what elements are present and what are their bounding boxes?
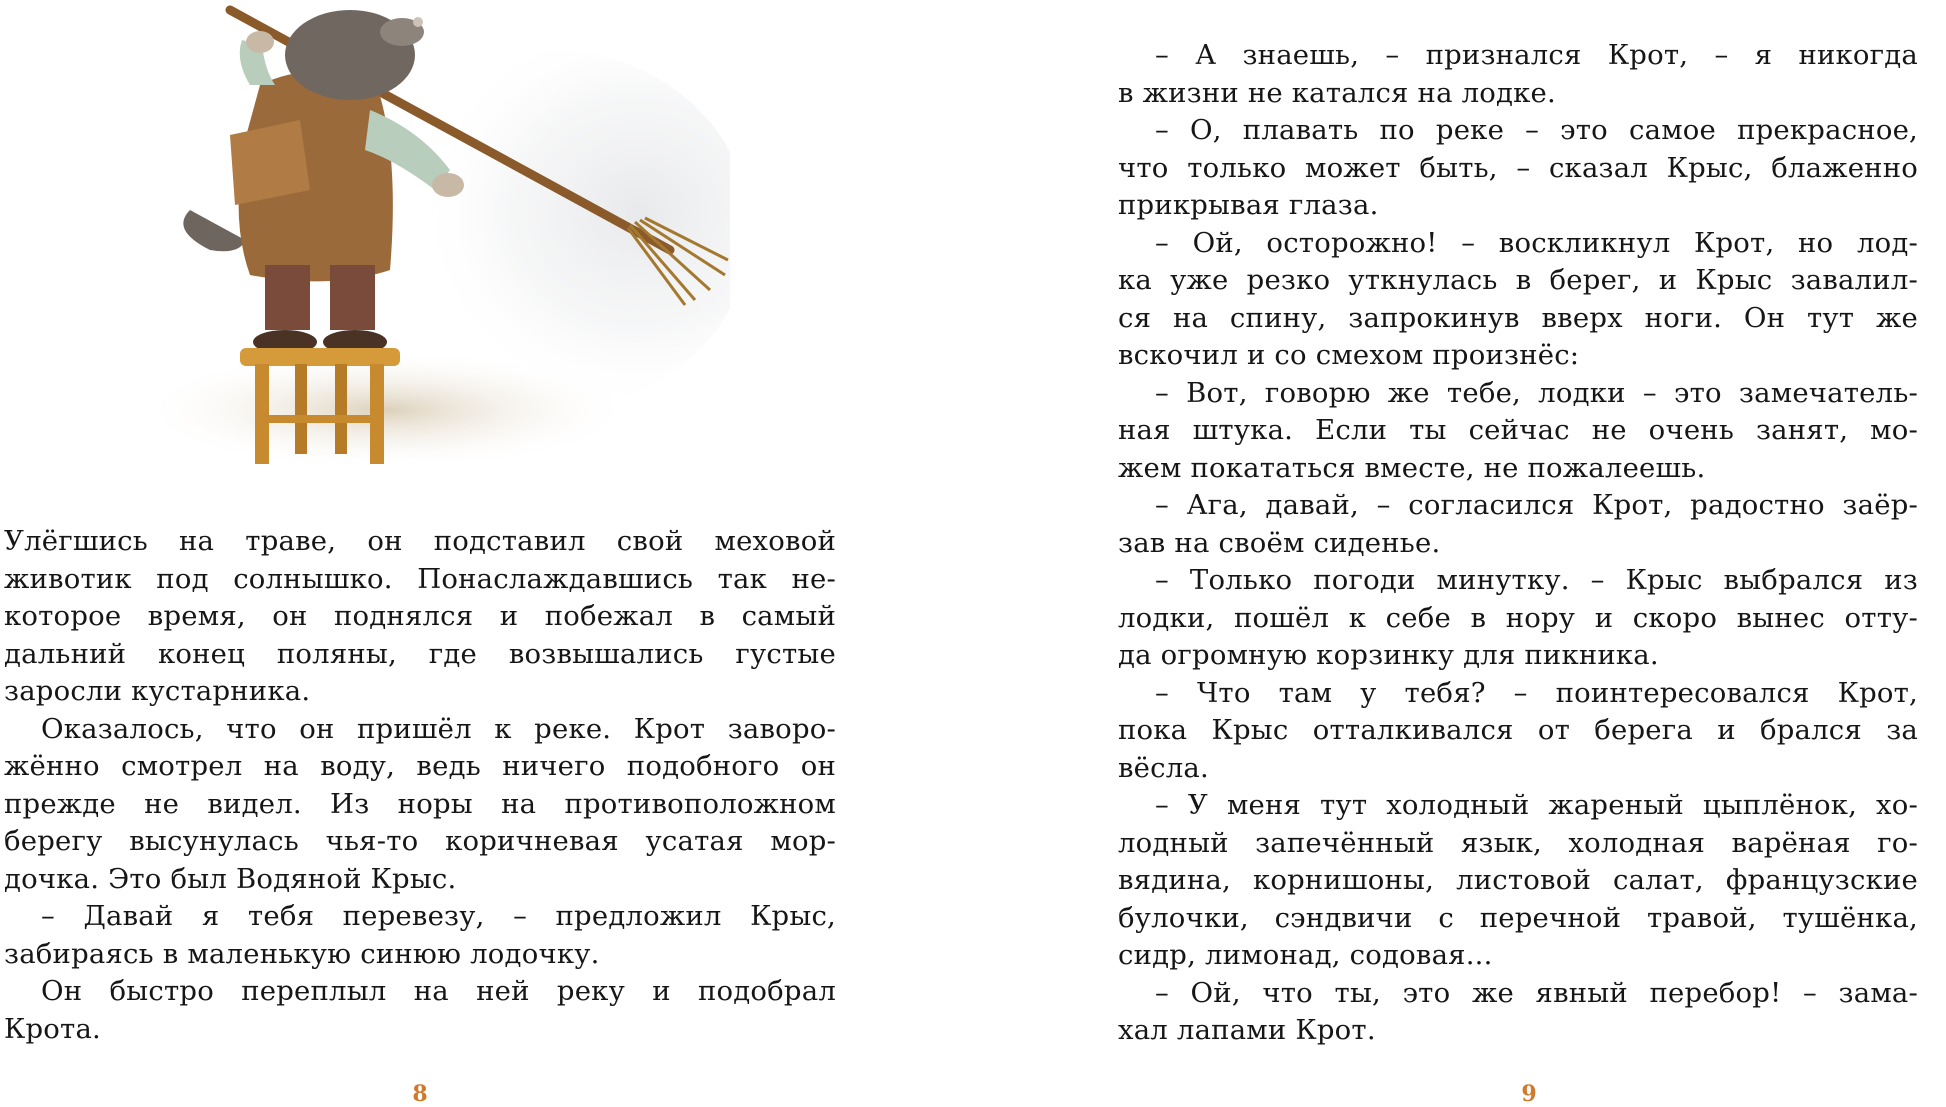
- text-line: зав на своём сиденье.: [1118, 526, 1441, 559]
- text-line: сидр, лимонад, содовая...: [1118, 939, 1493, 971]
- page-number: 9: [1521, 1081, 1537, 1107]
- text-line: – Ага, давай, – согласился Крот, радостно заёр-: [1155, 489, 1918, 521]
- text-line: вёсла.: [1118, 751, 1209, 784]
- text-line: – О, плавать по реке – это самое прекрасное,: [1155, 114, 1918, 146]
- left-page-text: [4, 523, 836, 1048]
- page-number: 8: [412, 1081, 428, 1107]
- text-line: лодки, пошёл к себе в нору и скоро вынес отту-: [1118, 601, 1918, 634]
- text-line: дочка. Это был Водяной Крыс.: [4, 862, 457, 895]
- text-line: – Что там у тебя? – поинтересовался Крот,: [1155, 676, 1918, 709]
- text-line: – Давай я тебя перевезу, – предложил Крыс,: [41, 900, 836, 932]
- text-line: пока Крыс отталкивался от берега и брался за: [1118, 714, 1918, 746]
- text-line: ка уже резко уткнулась в берег, и Крыс завалил-: [1118, 264, 1918, 296]
- text-line: Крота.: [4, 1012, 101, 1045]
- text-line: берегу высунулась чья-то коричневая усатая мор-: [4, 825, 836, 857]
- text-line: жем покататься вместе, не пожалеешь.: [1118, 451, 1706, 484]
- text-line: хал лапами Крот.: [1118, 1014, 1376, 1046]
- text-line: прежде не видел. Из норы на противоположном: [4, 787, 836, 820]
- text-line: прикрывая глаза.: [1118, 189, 1379, 221]
- text-line: вядина, корнишоны, листовой салат, французские: [1118, 864, 1918, 896]
- mole-sweeping-illustration: [150, 0, 730, 470]
- text-line: – Вот, говорю же тебе, лодки – это замечатель-: [1155, 376, 1918, 409]
- text-line: – Ой, что ты, это же явный перебор! – зама-: [1155, 976, 1918, 1009]
- text-line: в жизни не катался на лодке.: [1118, 76, 1556, 109]
- text-line: – У меня тут холодный жареный цыплёнок, хо-: [1155, 789, 1918, 821]
- text-line: забираясь в маленькую синюю лодочку.: [4, 937, 600, 970]
- text-line: которое время, он поднялся и побежал в самый: [4, 600, 836, 632]
- right-page-text: [1118, 37, 1918, 1050]
- text-line: Оказалось, что он пришёл к реке. Крот заворо-: [41, 712, 836, 745]
- text-line: жённо смотрел на воду, ведь ничего подобного он: [4, 750, 836, 782]
- text-line: лодный запечённый язык, холодная варёная го-: [1118, 826, 1918, 859]
- text-line: вскочил и со смехом произнёс:: [1118, 339, 1580, 371]
- text-line: да огромную корзинку для пикника.: [1118, 639, 1659, 671]
- left-page: [0, 0, 973, 1105]
- text-line: что только может быть, – сказал Крыс, блаженно: [1118, 151, 1918, 184]
- text-line: – Ой, осторожно! – воскликнул Крот, но лод-: [1155, 226, 1918, 259]
- text-line: – А знаешь, – признался Крот, – я никогда: [1155, 39, 1918, 71]
- text-line: ная штука. Если ты сейчас не очень занят, мо-: [1118, 414, 1918, 446]
- text-line: Он быстро переплыл на ней реку и подобрал: [41, 975, 836, 1007]
- text-line: булочки, сэндвичи с перечной травой, тушёнка,: [1118, 901, 1918, 934]
- text-line: Улёгшись на траве, он подставил свой меховой: [4, 525, 836, 557]
- text-line: животик под солнышко. Понаслаждавшись так не-: [4, 562, 836, 595]
- text-line: – Только погоди минутку. – Крыс выбрался из: [1155, 564, 1918, 596]
- right-page: [973, 0, 1946, 1105]
- text-line: заросли кустарника.: [4, 675, 311, 707]
- text-line: дальний конец поляны, где возвышались густые: [4, 637, 836, 670]
- text-line: ся на спину, запрокинув вверх ноги. Он тут же: [1118, 301, 1918, 334]
